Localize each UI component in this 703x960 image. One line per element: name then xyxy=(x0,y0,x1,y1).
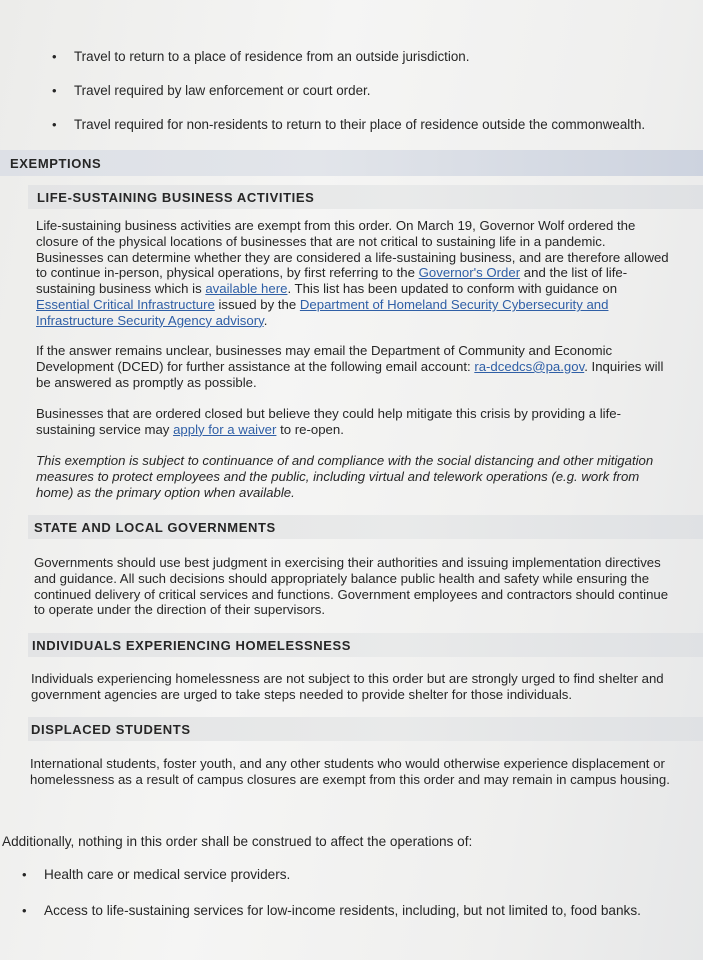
list-item: • Travel to return to a place of residence from an outside jurisdiction. xyxy=(52,48,692,66)
available-here-link[interactable]: available here xyxy=(205,281,288,297)
homelessness-paragraph: Individuals experiencing homelessness are not subject to this order but are strongly urged to find shelter and government agencies are urged to take steps needed to provide shelter for those individuals. xyxy=(31,671,664,702)
travel-bullet-list xyxy=(52,48,692,150)
exemptions-heading: EXEMPTIONS xyxy=(10,156,102,171)
displaced-students-heading: DISPLACED STUDENTS xyxy=(31,722,191,737)
state-local-paragraph: Governments should use best judgment in exercising their authorities and issuing implementation directives and guidance. All such decisions should appropriately balance public health and safety while ensuring the continued delivery of critical services and functions. Government employees and contractors should continue to operate under the direction of their supervisors. xyxy=(34,555,669,618)
additionally-bullet-list xyxy=(22,866,692,936)
apply-for-waiver-link[interactable]: apply for a waiver xyxy=(173,421,277,437)
life-sustaining-paragraph-4: This exemption is subject to continuance of and compliance with the social distancing and other mitigation measures to protect employees and the public, including virtual and telework operations (e.g. work from home) as the primary option when available. xyxy=(36,453,654,500)
life-sustaining-paragraph-2: If the answer remains unclear, businesses may email the Department of Community and Economic Development (DCED) for further assistance at the following email account: ra-dcedcs@pa.gov. Inquiries will be answered as promptly as possible. xyxy=(36,343,664,390)
state-local-heading: STATE AND LOCAL GOVERNMENTS xyxy=(34,520,276,535)
displaced-students-paragraph: International students, foster youth, and any other students who would otherwise experience displacement or homelessness as a result of campus closures are exempt from this order and may remain in campus housing. xyxy=(30,756,670,787)
additionally-paragraph: Additionally, nothing in this order shall be construed to affect the operations of: xyxy=(2,834,473,849)
life-sustaining-paragraph-3: Businesses that are ordered closed but believe they could help mitigate this crisis by providing a life-sustaining service may apply for a waiver to re-open. xyxy=(36,406,621,437)
dhs-cisa-advisory-link[interactable]: Department of Homeland Security Cybersecurity and Infrastructure Security Agency advisory xyxy=(36,296,609,328)
life-sustaining-paragraph-1: Life-sustaining business activities are exempt from this order. On March 19, Governor Wolf ordered the closure of the physical locations of businesses that are not critical to sustaining life in a pandemic. Businesses can determine whether they are considered a life-sustaining business, and are therefore allowed to continue in-person, physical operations, by first referring to the Governor's Order and the list of life-sustaining business which is available here. This list has been updated to conform with guidance on Essential Critical Infrastructure issued by the Department of Homeland Security Cybersecurity and Infrastructure Security Agency advisory. xyxy=(36,218,669,328)
life-sustaining-heading: LIFE-SUSTAINING BUSINESS ACTIVITIES xyxy=(37,190,315,205)
exemptions-band xyxy=(0,150,703,176)
governors-order-link[interactable]: Governor's Order xyxy=(418,265,521,281)
list-item: • Travel required for non-residents to return to their place of residence outside the commonwealth. xyxy=(52,116,692,134)
dced-email-link[interactable]: ra-dcedcs@pa.gov xyxy=(474,358,585,374)
essential-critical-infrastructure-link[interactable]: Essential Critical Infrastructure xyxy=(36,296,215,312)
homelessness-heading: INDIVIDUALS EXPERIENCING HOMELESSNESS xyxy=(32,638,352,653)
list-item: • Health care or medical service providers. xyxy=(22,866,692,884)
list-item: • Access to life-sustaining services for low-income residents, including, but not limited to, food banks. xyxy=(22,902,692,920)
list-item: • Travel required by law enforcement or court order. xyxy=(52,82,692,100)
